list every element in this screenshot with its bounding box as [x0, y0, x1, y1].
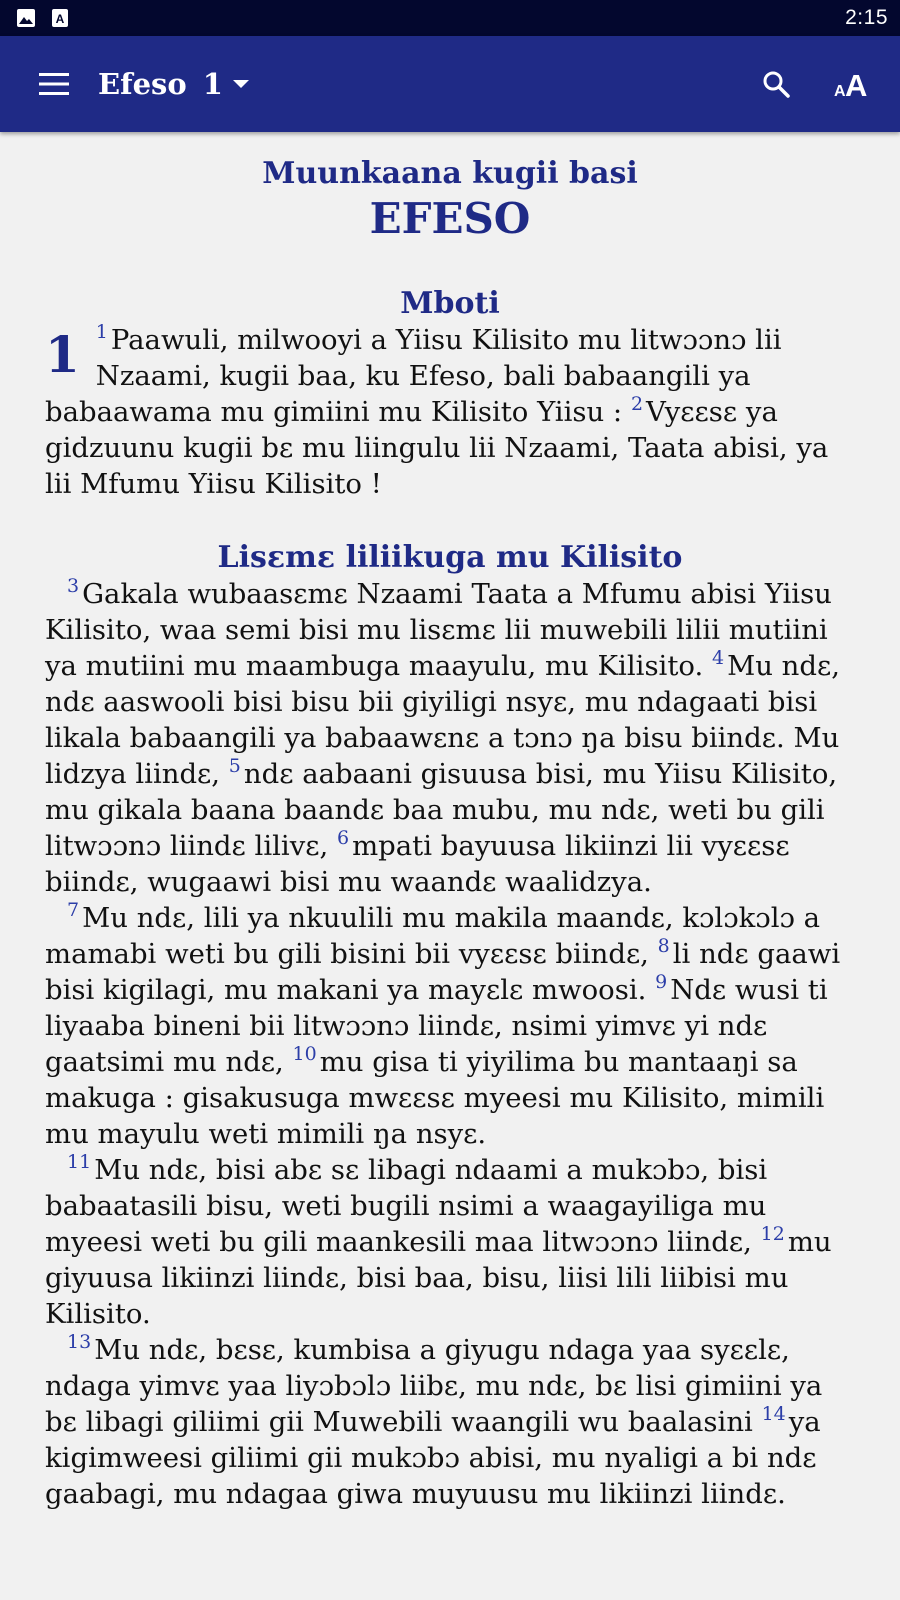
verse-number[interactable]: 2 — [630, 393, 644, 415]
status-icons — [16, 8, 70, 28]
verse-text[interactable]: ya kigimweesi giliimi gii mukɔbɔ abisi, mu nyaligi a bi ndɛ gaabagi, mu ndagaa giwa muyuusu mu likiinzi liindɛ. — [45, 1406, 821, 1510]
verse-text[interactable]: mpati bayuusa likiinzi lii vyɛɛsɛ biindɛ, wugaawi bisi mu waandɛ waalidzya. — [45, 830, 790, 898]
search-button[interactable] — [748, 56, 804, 112]
search-icon — [761, 69, 791, 99]
verse-text[interactable]: mu gisa ti yiyilima bu mantaaŋi sa makuga : gisakusuga mwɛɛsɛ myeesi mu Kilisito, mimili mu mayulu weti mimili ŋa nsyɛ. — [45, 1046, 825, 1150]
verse-number[interactable]: 6 — [336, 827, 350, 849]
verse-text[interactable]: Ndɛ wusi ti liyaaba bineni bii litwɔɔnɔ liindɛ, nsimi yimvɛ yi ndɛ gaatsimi mu ndɛ, — [45, 974, 828, 1078]
image-icon — [16, 8, 36, 28]
verse-text[interactable]: Vyɛɛsɛ ya gidzuunu kugii bɛ mu liingulu lii Nzaami, Taata abisi, ya lii Mfumu Yiisu Kilisito ! — [45, 396, 829, 500]
text-size-button[interactable] — [824, 56, 880, 112]
verse-number[interactable]: 11 — [67, 1151, 92, 1173]
paragraph — [45, 1152, 855, 1332]
book-title: Efeso — [98, 67, 187, 101]
verse-text[interactable]: Mu ndɛ, ndɛ aaswooli bisi bisu bii giyiligi nsyɛ, mu ndagaati bisi likala babaangili ya babaawɛnɛ a tɔnɔ ŋa bisu biindɛ. Mu lidzya liindɛ, — [45, 650, 840, 790]
verse-number[interactable]: 4 — [711, 647, 725, 669]
verse-text[interactable]: ndɛ aabaani gisuusa bisi, mu Yiisu Kilisito, mu gikala baana baandɛ baa mubu, mu ndɛ, weti bu gili litwɔɔnɔ liindɛ lilivɛ, — [45, 758, 838, 862]
verse-text[interactable]: li ndɛ gaawi bisi kigilagi, mu makani ya mayɛlɛ mwoosi. — [45, 938, 841, 1006]
verse-number[interactable]: 3 — [67, 575, 80, 597]
verse-number[interactable]: 10 — [292, 1043, 317, 1065]
paragraph — [45, 322, 855, 502]
status-time: 2:15 — [845, 6, 888, 29]
reader-content[interactable] — [0, 156, 900, 1512]
verse-number[interactable]: 7 — [67, 899, 80, 921]
chapter-number-drop: 1 — [45, 325, 80, 384]
font-a-icon — [50, 8, 70, 28]
verse-number[interactable]: 5 — [228, 755, 241, 777]
verse-number[interactable]: 8 — [657, 935, 670, 957]
svg-text:A: A — [834, 83, 846, 100]
svg-text:A: A — [845, 68, 868, 100]
verse-text[interactable]: Paawuli, milwooyi a Yiisu Kilisito mu litwɔɔnɔ lii Nzaami, kugii baa, ku Efeso, bali babaangili ya babaawama mu gimiini mu Kilisito Yiisu : — [45, 324, 782, 428]
text-size-icon — [832, 68, 872, 100]
paragraph — [45, 576, 855, 900]
book-intro-title: Muunkaana kugii basi — [262, 156, 638, 191]
verse-text[interactable]: Gakala wubaasɛmɛ Nzaami Taata a Mfumu abisi Yiisu Kilisito, waa semi bisi mu lisɛmɛ lii muwebili lilii mutiini ya mutiini mu maambuga maayulu, mu Kilisito. — [45, 578, 832, 682]
book-name-heading: EFESO — [369, 194, 531, 243]
verse-text[interactable]: Mu ndɛ, bisi abɛ sɛ libagi ndaami a mukɔbɔ, bisi babaatasili bisu, weti bugili nsimi a waagayiliga mu myeesi weti bu gili maankesili maa litwɔɔnɔ liindɛ, — [45, 1154, 768, 1258]
section-heading: Mboti — [400, 286, 500, 321]
verse-text[interactable]: Mu ndɛ, lili ya nkuulili mu makila maandɛ, kɔlɔkɔlɔ a mamabi weti bu gili bisini bii vyɛɛsɛ biindɛ, — [45, 902, 821, 970]
verse-number[interactable]: 9 — [655, 971, 668, 993]
section-heading: Lisɛmɛ liliikuga mu Kilisito — [217, 540, 683, 575]
verse-number[interactable]: 12 — [760, 1223, 785, 1245]
verse-text[interactable]: mu giyuusa likiinzi liindɛ, bisi baa, bisu, liisi lili liibisi mu Kilisito. — [45, 1226, 832, 1330]
paragraph — [45, 900, 855, 1152]
verse-text[interactable]: Mu ndɛ, bɛsɛ, kumbisa a giyugu ndaga yaa syɛɛlɛ, ndaga yimvɛ yaa liyɔbɔlɔ liibɛ, mu ndɛ, bɛ lisi gimiini ya bɛ libagi giliimi gii Muwebili waangili wu baalasini — [45, 1334, 823, 1438]
chapter-selector[interactable] — [98, 67, 249, 101]
chevron-down-icon — [233, 80, 249, 88]
menu-button[interactable] — [36, 66, 72, 102]
verse-number[interactable]: 14 — [761, 1403, 786, 1425]
verse-number[interactable]: 1 — [95, 321, 108, 343]
paragraph — [45, 1332, 855, 1512]
menu-icon — [39, 72, 69, 96]
chapter-number: 1 — [202, 67, 223, 101]
verse-number[interactable]: 13 — [67, 1331, 92, 1353]
app-bar — [0, 36, 900, 132]
svg-text:A: A — [55, 12, 65, 26]
status-bar — [0, 0, 900, 36]
